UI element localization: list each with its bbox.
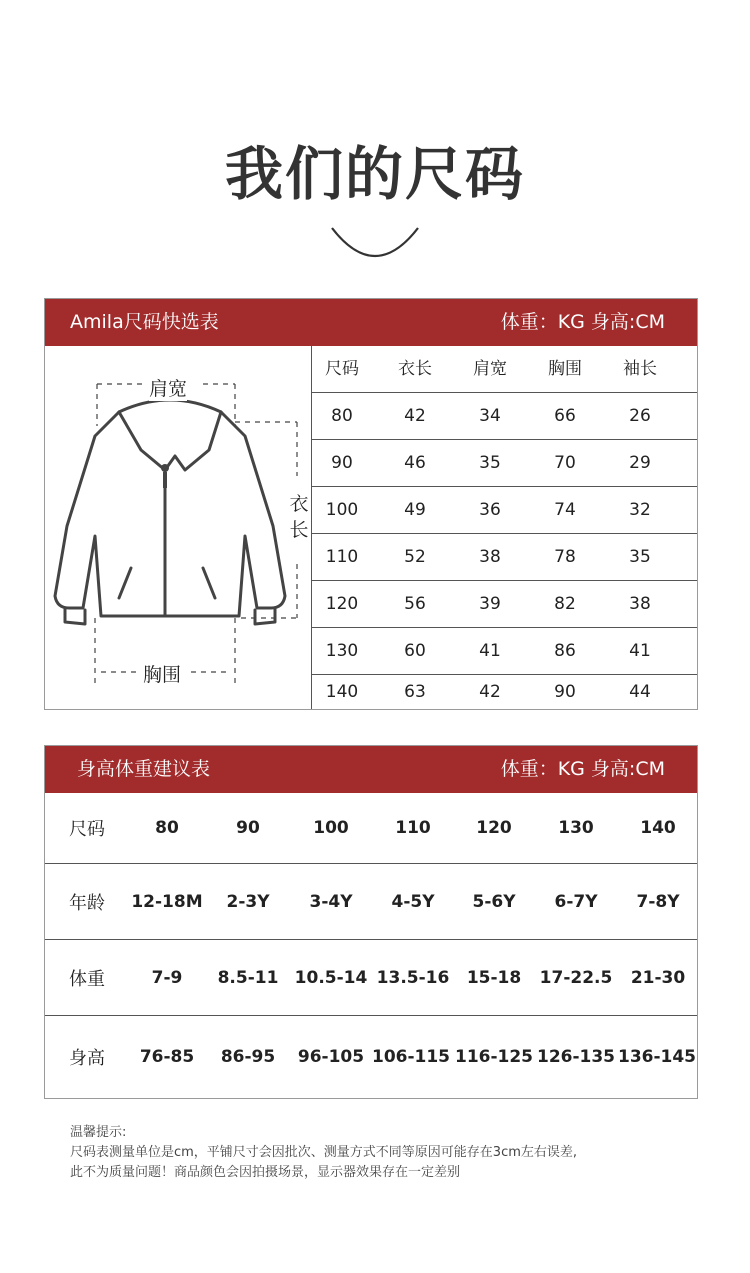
header-cell: 肩宽: [473, 359, 507, 379]
size-chart-unit: 体重：KG 身高:CM: [500, 311, 665, 333]
table-cell: 34: [479, 406, 501, 426]
table-cell: 41: [629, 641, 651, 661]
table-cell: 17-22.5: [539, 967, 613, 988]
table-cell: 82: [554, 594, 576, 614]
table-row: [45, 864, 698, 940]
table-cell: 36: [479, 500, 501, 520]
table-row: [312, 675, 698, 710]
table-cell: 46: [404, 453, 426, 473]
row-label: 体重: [69, 968, 105, 990]
table-row: [45, 793, 698, 864]
table-cell: 35: [629, 547, 651, 567]
recommendation-header: [45, 746, 697, 793]
table-cell: 32: [629, 500, 651, 520]
table-cell: 52: [404, 547, 426, 567]
table-cell: 100: [313, 818, 349, 838]
table-cell: 110: [395, 818, 431, 838]
table-row: [45, 1016, 698, 1098]
size-chart: [44, 298, 698, 710]
table-cell: 110: [325, 547, 359, 567]
recommendation-title: 身高体重建议表: [77, 758, 211, 780]
table-cell: 21-30: [630, 967, 686, 988]
table-cell: 74: [554, 500, 576, 520]
header-cell: 袖长: [623, 359, 657, 379]
row-label: 年龄: [69, 892, 105, 914]
header-cell: 尺码: [325, 359, 359, 379]
table-row: [312, 534, 698, 581]
length-label-top: 衣: [289, 493, 309, 515]
table-cell: 76-85: [139, 1047, 195, 1067]
shoulder-label: 肩宽: [149, 374, 187, 401]
table-cell: 60: [404, 641, 426, 661]
table-row: [312, 581, 698, 628]
table-cell: 130: [325, 641, 359, 661]
table-cell: 7-9: [151, 967, 183, 988]
notes-heading: 温馨提示:: [70, 1125, 127, 1140]
notes-line: 此不为质量问题！商品颜色会因拍摄场景，显示器效果存在一定差别: [70, 1165, 461, 1180]
table-cell: 39: [479, 594, 501, 614]
table-cell: 3-4Y: [309, 891, 353, 912]
table-cell: 90: [554, 682, 576, 702]
table-cell: 78: [554, 547, 576, 567]
recommendation-unit: 体重：KG 身高:CM: [500, 758, 665, 780]
table-row: [312, 440, 698, 487]
size-table: [311, 346, 698, 710]
table-cell: 42: [479, 682, 501, 702]
table-cell: 41: [479, 641, 501, 661]
table-cell: 140: [640, 818, 676, 838]
table-cell: 15-18: [466, 967, 522, 988]
table-cell: 140: [325, 682, 359, 702]
jacket-diagram: [45, 346, 311, 710]
table-cell: 4-5Y: [391, 891, 435, 912]
table-cell: 80: [331, 406, 353, 426]
table-cell: 63: [404, 682, 426, 702]
table-cell: 90: [331, 453, 353, 473]
table-cell: 13.5-16: [376, 967, 450, 988]
table-cell: 120: [476, 818, 512, 838]
table-cell: 49: [404, 500, 426, 520]
table-cell: 90: [236, 818, 260, 838]
recommendation-table: [44, 745, 698, 1099]
table-cell: 106-115: [371, 1047, 451, 1067]
row-label: 尺码: [69, 819, 105, 840]
table-cell: 26: [629, 406, 651, 426]
row-label: 身高: [69, 1048, 105, 1069]
header-cell: 衣长: [398, 359, 432, 379]
table-cell: 44: [629, 682, 651, 702]
table-cell: 70: [554, 453, 576, 473]
header-cell: 胸围: [548, 359, 582, 379]
table-cell: 38: [479, 547, 501, 567]
table-cell: 8.5-11: [217, 967, 279, 988]
table-row: [312, 393, 698, 440]
smile-decoration: [330, 224, 420, 260]
notes-line: 尺码表测量单位是cm，平铺尺寸会因批次、测量方式不同等原因可能存在3cm左右误差,: [70, 1145, 578, 1160]
table-cell: 116-125: [454, 1047, 534, 1067]
table-cell: 66: [554, 406, 576, 426]
table-cell: 7-8Y: [636, 891, 680, 912]
table-cell: 29: [629, 453, 651, 473]
table-cell: 38: [629, 594, 651, 614]
table-cell: 96-105: [297, 1047, 365, 1067]
table-cell: 5-6Y: [472, 891, 516, 912]
table-cell: 2-3Y: [226, 891, 270, 912]
notes: [70, 1123, 577, 1183]
chest-label: 胸围: [143, 660, 181, 687]
table-cell: 35: [479, 453, 501, 473]
table-cell: 10.5-14: [294, 967, 368, 988]
length-label-bottom: 长: [289, 519, 309, 541]
table-cell: 136-145: [617, 1047, 697, 1067]
table-cell: 100: [325, 500, 359, 520]
table-cell: 120: [325, 594, 359, 614]
table-cell: 42: [404, 406, 426, 426]
table-cell: 80: [155, 818, 179, 838]
table-cell: 86-95: [220, 1047, 276, 1067]
table-cell: 6-7Y: [554, 891, 598, 912]
size-chart-title: Amila尺码快选表: [70, 311, 219, 333]
table-cell: 12-18M: [131, 891, 203, 912]
size-chart-header: [45, 299, 697, 346]
table-row: [312, 487, 698, 534]
table-cell: 126-135: [536, 1047, 616, 1067]
table-row: [45, 940, 698, 1016]
table-row: [312, 628, 698, 675]
table-cell: 130: [558, 818, 594, 838]
size-table-header: [312, 346, 698, 393]
page-title: 我们的尺码: [224, 140, 525, 208]
table-cell: 56: [404, 594, 426, 614]
table-cell: 86: [554, 641, 576, 661]
